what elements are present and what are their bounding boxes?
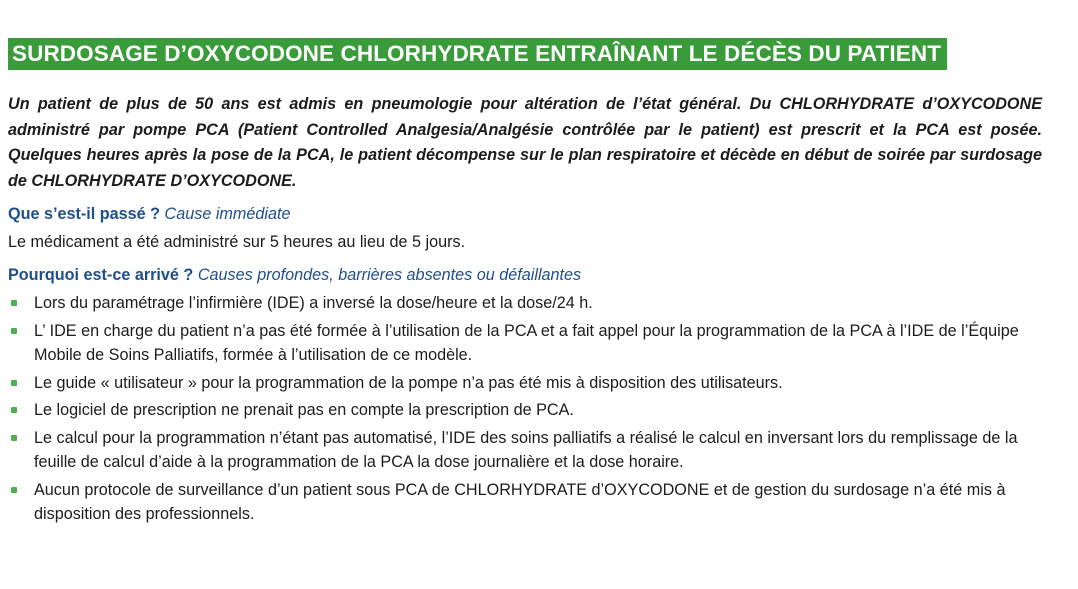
list-item [8, 319, 1042, 368]
why-question: Pourquoi est-ce arrivé ? [8, 266, 194, 284]
document-page [8, 38, 1042, 530]
bullet-icon [11, 380, 17, 386]
list-item [8, 426, 1042, 475]
what-happened-subtitle: Cause immédiate [164, 205, 291, 223]
section-what-happened-heading [8, 202, 1042, 226]
list-item [8, 398, 1042, 423]
bullet-icon [11, 300, 17, 306]
list-item-text: L’ IDE en charge du patient n’a pas été formée à l’utilisation de la PCA et a fait appel pour la programmation de la PCA à l’IDE de l’Équipe Mobile de Soins Palliatifs, formée à l’utilisation de ce modèle. [34, 321, 1019, 364]
case-summary: Un patient de plus de 50 ans est admis en pneumologie pour altération de l’état général. Du CHLORHYDRATE d’OXYCODONE administré par pompe PCA (Patient Controlled Analgesia/Analgésie contrôlée par le patient) est prescrit et la PCA est posée. Quelques heures après la pose de la PCA, le patient décompense sur le plan respiratoire et décède en début de soirée par surdosage de CHLORHYDRATE D’OXYCODONE. [8, 95, 1042, 190]
immediate-cause-text: Le médicament a été administré sur 5 heures au lieu de 5 jours. [8, 233, 466, 251]
list-item-text: Le calcul pour la programmation n’étant pas automatisé, l’IDE des soins palliatifs a réalisé le calcul en inversant lors du remplissage de la feuille de calcul d’aide à la programmation de la PCA la dose journalière et la dose horaire. [34, 428, 1018, 471]
root-causes-list [8, 291, 1042, 527]
what-happened-question: Que s’est-il passé ? [8, 205, 161, 223]
title-banner: SURDOSAGE D’OXYCODONE CHLORHYDRATE ENTRAÎNANT LE DÉCÈS DU PATIENT [8, 38, 947, 70]
bullet-icon [11, 435, 17, 441]
list-item [8, 371, 1042, 396]
list-item [8, 291, 1042, 316]
list-item-text: Le guide « utilisateur » pour la programmation de la pompe n’a pas été mis à disposition des utilisateurs. [34, 373, 783, 392]
list-item [8, 478, 1042, 527]
bullet-icon [11, 407, 17, 413]
list-item-text: Le logiciel de prescription ne prenait pas en compte la prescription de PCA. [34, 401, 574, 419]
bullet-icon [11, 328, 17, 334]
bullet-icon [11, 487, 17, 493]
list-item-text: Lors du paramétrage l’infirmière (IDE) a inversé la dose/heure et la dose/24 h. [34, 294, 593, 312]
section-why-heading [8, 263, 1042, 287]
list-item-text: Aucun protocole de surveillance d’un patient sous PCA de CHLORHYDRATE d’OXYCODONE et de gestion du surdosage n’a été mis à disposition des professionnels. [34, 480, 1006, 523]
why-subtitle: Causes profondes, barrières absentes ou défaillantes [197, 266, 582, 284]
